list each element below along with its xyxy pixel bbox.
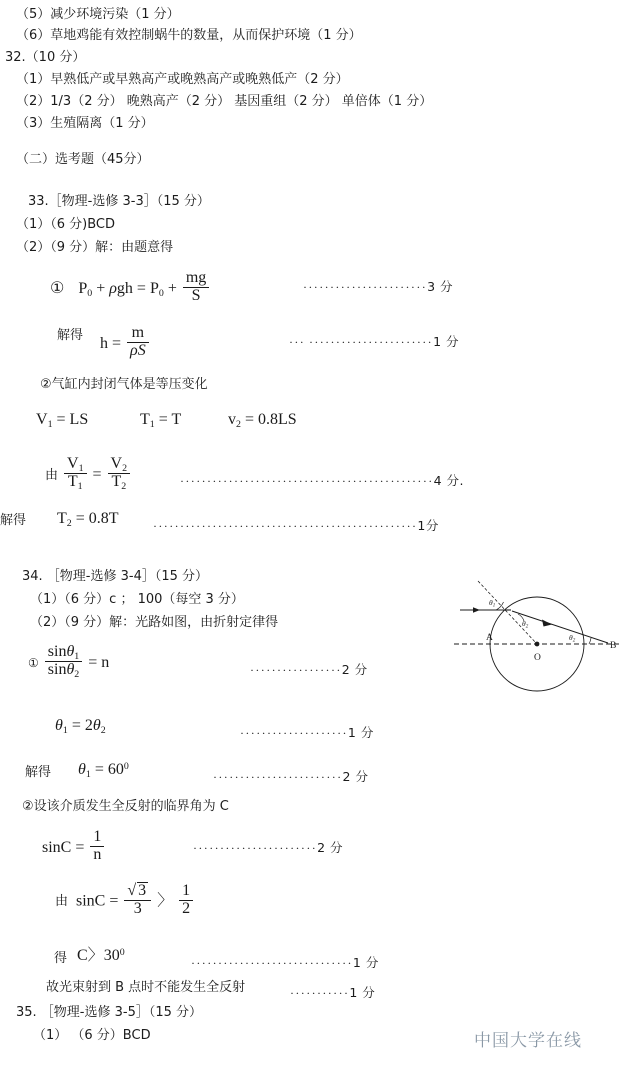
bio-item-5: （5）减少环境污染（1 分） xyxy=(16,7,180,22)
h-variable: h xyxy=(100,334,108,352)
gh-term: gh xyxy=(116,279,133,297)
greater-than-sign: 〉 xyxy=(157,892,174,910)
fraction-numerator: 1 xyxy=(93,828,102,846)
q33-solve-label-2: 解得 xyxy=(0,513,27,528)
q34-equation-6 xyxy=(77,948,125,964)
score-value: 1 分 xyxy=(347,725,374,740)
equals-sign: = xyxy=(112,334,122,352)
fraction-denominator: n xyxy=(90,846,104,864)
q33-equation-2 xyxy=(100,324,151,362)
bio-item-6: （6）草地鸡能有效控制蜗牛的数量，从而保护环境（1 分） xyxy=(16,28,362,43)
fraction-numerator: mg xyxy=(185,269,207,287)
sqrt3-over-3-fraction xyxy=(124,882,151,918)
q33-eq3-score-leader xyxy=(180,471,464,489)
equals-sign: = xyxy=(92,465,102,483)
plus-sign-2: + xyxy=(167,279,177,297)
equals-two: = 2 xyxy=(71,717,93,734)
question-32-part-3: （3）生殖隔离（1 分） xyxy=(16,116,154,131)
leader-dots: ···················· xyxy=(240,726,348,740)
point-b-label: B xyxy=(610,641,617,651)
v2-value: = 0.8LS xyxy=(244,411,297,428)
fraction-denominator: $T_1$ xyxy=(64,473,87,491)
rho-symbol: ρ xyxy=(109,279,117,297)
question-33-part-2-intro: （2）（9 分）解：由题意得 xyxy=(16,240,174,255)
theta1-symbol: θ xyxy=(78,761,86,778)
question-34-part-1: （1）（6 分）c ； 100（每空 3 分） xyxy=(30,592,244,607)
degree-marker: 0 xyxy=(119,946,125,958)
incident-ray-arrowhead xyxy=(473,607,480,613)
score-value: 1 分 xyxy=(349,985,376,1000)
question-35-part-1: （1） （6 分）BCD xyxy=(33,1028,151,1043)
score-value: 2 分 xyxy=(317,840,344,855)
q33-eq1-score-leader xyxy=(303,277,453,295)
equals-n: = n xyxy=(88,653,110,671)
q33-v2-equation xyxy=(228,412,297,428)
radicand: 3 xyxy=(138,882,147,900)
m-over-rho-s-fraction xyxy=(127,325,149,360)
v2-subscript: 2 xyxy=(236,418,241,430)
leader-dots: ······························ xyxy=(191,956,353,970)
q33-equation-3 xyxy=(62,455,132,493)
q33-from-label: 由 xyxy=(45,468,59,483)
equals-sign: = xyxy=(75,838,85,856)
center-point-marker xyxy=(535,642,540,647)
leader-dots-prefix: ··· xyxy=(289,335,306,349)
theta1-subscript: 1 xyxy=(62,724,68,736)
fraction-denominator: $T_2$ xyxy=(108,473,131,491)
q34-equation-2 xyxy=(55,718,106,734)
q33-t1-equation xyxy=(140,412,181,428)
score-value: 1 分 xyxy=(433,334,460,349)
q34-step-2-text: ②设该介质发生全反射的临界角为 C xyxy=(22,799,229,814)
theta2-label: $\theta_2$ xyxy=(522,619,529,630)
p0-term-left: $P_0$ xyxy=(78,279,93,299)
t-subscript: 1 xyxy=(149,418,155,430)
sin-c-label: sinC xyxy=(42,838,72,856)
q34-conclusion-score-leader xyxy=(290,983,375,1001)
q33-equation-4 xyxy=(57,511,119,527)
equals-sixty: = 60 xyxy=(94,761,124,778)
fraction-denominator: ρS xyxy=(127,342,149,360)
fraction-numerator: m xyxy=(131,324,145,342)
score-value: 1分 xyxy=(417,518,439,533)
question-33-header: 33.［物理-选修 3-3］（15 分） xyxy=(28,194,210,209)
equals-sign: = xyxy=(109,892,119,910)
leader-dots: ··········· xyxy=(290,986,350,1000)
q33-eq2-score-leader xyxy=(289,332,459,350)
theta1-angle-arc xyxy=(496,602,504,610)
theta2-exit-label: $\theta_2$ xyxy=(569,633,576,644)
fraction-numerator: 1 xyxy=(182,881,191,899)
equals-sign-1: = xyxy=(136,279,146,297)
leader-dots: ················· xyxy=(250,663,342,677)
score-value: 2 分 xyxy=(342,769,369,784)
fraction-numerator: √ 3 xyxy=(127,882,147,900)
fraction-numerator: $V_2$ xyxy=(110,455,128,475)
q33-equation-1 xyxy=(50,269,211,307)
q34-eq6-score-leader xyxy=(191,953,379,971)
c-symbol: C xyxy=(77,947,88,964)
leader-dots: ················································· xyxy=(153,519,418,533)
q34-eq3-score-leader xyxy=(213,767,368,785)
q34-eq4-score-leader xyxy=(193,838,343,856)
leader-dots: ······················· xyxy=(193,841,318,855)
one-half-fraction xyxy=(179,883,193,918)
score-value: 3 分 xyxy=(427,279,454,294)
leader-dots: ······················· xyxy=(303,280,428,294)
v2-over-t2-fraction xyxy=(108,456,131,491)
question-32-header: 32.（10 分） xyxy=(5,50,86,65)
mg-over-s-fraction xyxy=(183,270,209,305)
t2-value: = 0.8T xyxy=(75,510,119,527)
fraction-numerator: sinθ$_1$ xyxy=(47,643,80,663)
thirty-value: 30 xyxy=(103,947,120,964)
fraction-denominator: S xyxy=(183,287,209,305)
question-35-header: 35. ［物理-选修 3-5］（15 分） xyxy=(16,1005,203,1020)
t-symbol: T xyxy=(140,411,150,428)
sin-c-label: sinC xyxy=(76,892,106,910)
point-a-label: A xyxy=(486,633,493,643)
t1-value: = T xyxy=(158,411,182,428)
q34-equation-5 xyxy=(76,881,195,920)
q34-from-label: 由 xyxy=(55,894,69,909)
v2-symbol: v xyxy=(228,411,236,428)
optics-refraction-diagram xyxy=(452,570,622,710)
q34-result-label: 得 xyxy=(54,951,68,966)
optics-diagram-svg xyxy=(452,570,622,710)
v-subscript: 1 xyxy=(47,418,53,430)
leader-dots: ······················· xyxy=(308,335,434,349)
theta1-symbol: θ xyxy=(55,717,63,734)
theta2-symbol: θ xyxy=(92,717,101,734)
score-value: 1 分 xyxy=(352,955,379,970)
v1-value: = LS xyxy=(56,411,89,428)
score-value: 2 分 xyxy=(341,662,368,677)
one-over-n-fraction xyxy=(90,829,104,864)
fraction-denominator: 2 xyxy=(179,900,193,918)
leader-dots: ························ xyxy=(213,770,343,784)
q34-eq2-score-leader xyxy=(240,723,374,741)
q33-solve-label-1: 解得 xyxy=(57,328,84,343)
q34-equation-1 xyxy=(28,643,110,681)
question-32-part-2: （2）1/3（2 分） 晚熟高产（2 分） 基因重组（2 分） 单倍体（1 分） xyxy=(16,94,433,109)
q34-conclusion: 故光束射到 B 点时不能发生全反射 xyxy=(46,980,246,995)
score-value: 4 分. xyxy=(433,473,465,488)
q34-solve-label: 解得 xyxy=(25,765,52,780)
equation-marker-1: ① xyxy=(50,279,65,297)
q34-equation-4 xyxy=(42,828,106,866)
fraction-denominator: 3 xyxy=(124,900,151,918)
sin-ratio-fraction xyxy=(45,644,82,679)
t2-subscript: 2 xyxy=(66,517,72,529)
greater-than-sign: 〉 xyxy=(87,947,104,964)
fraction-numerator: $V_1$ xyxy=(67,455,84,475)
question-34-header: 34. ［物理-选修 3-4］（15 分） xyxy=(22,569,209,584)
exit-angle-arc xyxy=(589,638,591,644)
leader-dots: ··············································· xyxy=(180,474,434,488)
q34-eq1-score-leader xyxy=(250,660,368,678)
plus-sign-1: + xyxy=(96,279,106,297)
refracted-ray-arrowhead xyxy=(542,620,552,627)
q33-step-2-text: ②气缸内封闭气体是等压变化 xyxy=(40,377,208,392)
p0-term-right: $P_0$ xyxy=(149,279,164,299)
fraction-denominator: sinθ$_2$ xyxy=(45,661,82,679)
q33-v1-equation xyxy=(36,412,88,428)
question-33-part-1: （1）（6 分)BCD xyxy=(16,217,116,232)
point-o-label: O xyxy=(534,653,541,663)
q34-equation-3 xyxy=(78,762,129,778)
equation-marker-1: ① xyxy=(28,655,39,670)
v1-over-t1-fraction xyxy=(64,456,87,491)
theta1-label: $\theta_1$ xyxy=(489,598,496,609)
v-symbol: V xyxy=(36,411,48,428)
degree-marker: 0 xyxy=(123,760,129,772)
q33-eq4-score-leader xyxy=(153,516,439,534)
question-34-part-2-intro: （2）（9 分）解：光路如图，由折射定律得 xyxy=(30,615,279,630)
theta2-subscript: 2 xyxy=(100,724,106,736)
site-watermark: 中国大学在线 xyxy=(474,1031,582,1051)
t2-symbol: T xyxy=(57,510,67,527)
theta1-subscript: 1 xyxy=(85,768,91,780)
question-32-part-1: （1）早熟低产或早熟高产或晚熟高产或晚熟低产（2 分） xyxy=(16,72,349,87)
elective-section-header: （二）选考题（45分） xyxy=(16,152,150,167)
